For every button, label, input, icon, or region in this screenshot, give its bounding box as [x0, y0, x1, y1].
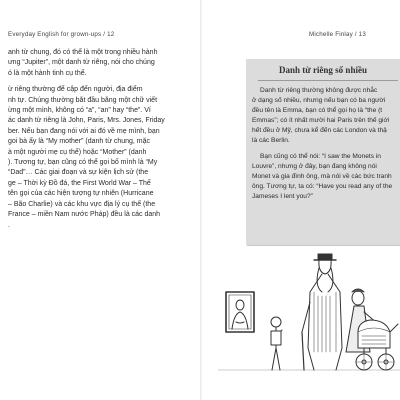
box-line: Jameses I lent you?”: [252, 193, 313, 200]
box-line: Danh từ riêng thường không được nhắc: [260, 87, 378, 94]
box-line: Monet và gia đình ông, mà nói về các bức tranh: [252, 173, 392, 180]
body-line: ác danh từ riêng là John, Paris, Mrs. Jones, Friday: [8, 117, 165, 125]
body-line: “Dad”… Các giai đoạn và sự kiện lịch sử (the: [8, 169, 149, 177]
note-box-title: Danh từ riêng số nhiều: [279, 65, 367, 75]
body-line: ó là một hành tinh cụ thể.: [8, 69, 87, 77]
right-running-head: Michelle Finlay / 13: [309, 31, 366, 38]
note-box: [246, 59, 400, 245]
note-box-text: [252, 86, 400, 202]
museum-visit-illustration-icon: [218, 252, 400, 400]
note-box-divider: [258, 80, 398, 81]
body-line: goi bà ấy là “My mother” (danh từ chung, mặc: [8, 138, 151, 146]
box-line: ở dạng số nhiều, nhưng nếu bạn có ba người: [252, 97, 386, 104]
body-line: .: [8, 221, 10, 229]
body-line: ge – Thời kỳ Đồ đá, the First World War – Thế: [8, 179, 151, 187]
box-line: Louvre”, nhưng ở đây, bạn đang không nói: [252, 163, 377, 170]
body-line: tên gọi của các hiện tượng tự nhiên (Hurricane: [8, 190, 154, 198]
body-line: anh từ chung, đó có thể là một trong nhiều hành: [8, 49, 158, 56]
body-line: à một người mẹ cụ thể) hoặc “Mother” (danh: [8, 148, 147, 156]
body-line: France – miền Nam nước Pháp) đều là các danh: [8, 211, 161, 219]
box-line: Bạn cũng có thể nói: “I saw the Monets in: [260, 153, 381, 160]
body-line: – Bão Charlie) và các khu vực địa lý cụ thể (the: [8, 200, 156, 208]
body-line: ). Tương tự, bạn cũng có thể gọi bố mình là “My: [8, 159, 158, 167]
box-line: ông. Tương tự, ta có: “Have you read any of the: [252, 183, 393, 190]
left-running-head: Everyday English for grown-ups / 12: [8, 31, 115, 38]
body-line: nh tự. Chúng thường bắt đầu bằng một chữ viết: [8, 96, 158, 104]
box-line: Emmas”; có ít nhất mười hai Paris trên thế giới: [252, 117, 390, 124]
left-body-text: [8, 48, 198, 231]
box-line: đều tên là Emma, bạn có thể gọi họ là “the (t: [252, 107, 383, 114]
body-line: ưng “Jupiter”, một danh từ riêng, nói cho chúng: [8, 59, 155, 67]
body-line: ừng một mình, không có “a”, “an” hay “the”. Ví: [8, 107, 151, 115]
body-line: ừ riêng thường để cập đến người, địa điểm: [8, 86, 143, 94]
body-line: ber. Nếu bạn đang nói với ai đó về mẹ mình, bạn: [8, 127, 160, 135]
box-line: hết đều ở Mỹ, chưa kể đến các London và thậ: [252, 127, 387, 134]
box-line: là các Berlin.: [252, 137, 290, 144]
